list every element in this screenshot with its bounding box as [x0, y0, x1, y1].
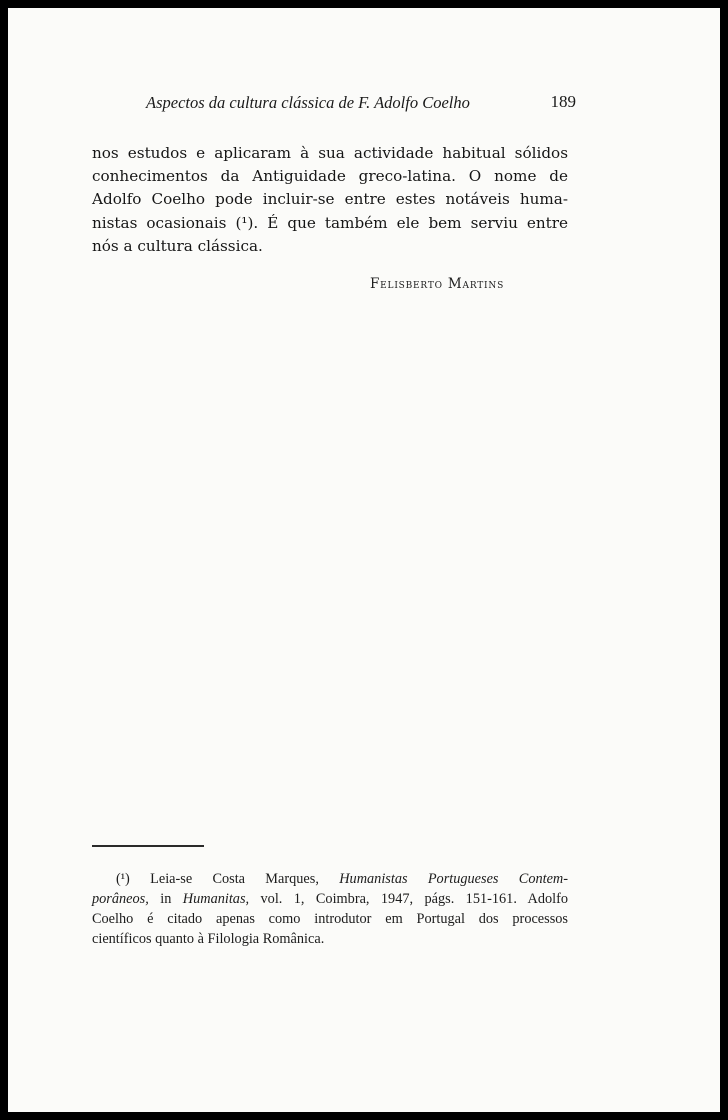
- footnote-line: [92, 889, 568, 909]
- body-line: [92, 212, 568, 235]
- footnote-journal: Humanitas,: [182, 891, 250, 907]
- body-line: nos estudos e aplicaram à sua actividade habitual sólidos: [92, 144, 568, 162]
- footnote-marker: (¹): [116, 871, 130, 887]
- footnote-text: in: [160, 891, 172, 907]
- page-number: 189: [550, 92, 576, 111]
- footnote-reference: (¹).: [235, 213, 259, 232]
- footnote-title: Humanistas Portugueses Contem-: [339, 871, 569, 887]
- body-line-part: É que também ele bem serviu entre: [267, 213, 568, 232]
- body-paragraph: [92, 142, 568, 258]
- body-line: conhecimentos da Antiguidade greco-latina. O nome de: [92, 167, 568, 186]
- running-head: [146, 93, 576, 117]
- footnote-text: vol. 1, Coimbra, 1947, págs. 151-161. Adolfo: [260, 891, 569, 907]
- body-line: nós a cultura clássica.: [92, 236, 263, 255]
- footnote-line: [92, 869, 568, 889]
- body-line: Adolfo Coelho pode incluir-se entre estes notáveis huma-: [92, 190, 568, 209]
- body-line-part: nistas ocasionais: [92, 213, 227, 232]
- footnote-line: científicos quanto à Filologia Românica.: [92, 931, 325, 947]
- running-head-title: Aspectos da cultura clássica de F. Adolfo Coelho: [146, 93, 470, 112]
- footnote-divider: [92, 845, 204, 847]
- footnote: [92, 869, 568, 949]
- book-page: [8, 8, 720, 1112]
- footnote-line: Coelho é citado apenas como introdutor em Portugal dos processos: [92, 911, 568, 927]
- author-signature: Felisberto Martins: [370, 276, 505, 292]
- footnote-text: Leia-se Costa Marques,: [150, 871, 319, 887]
- footnote-title: porâneos,: [92, 891, 149, 907]
